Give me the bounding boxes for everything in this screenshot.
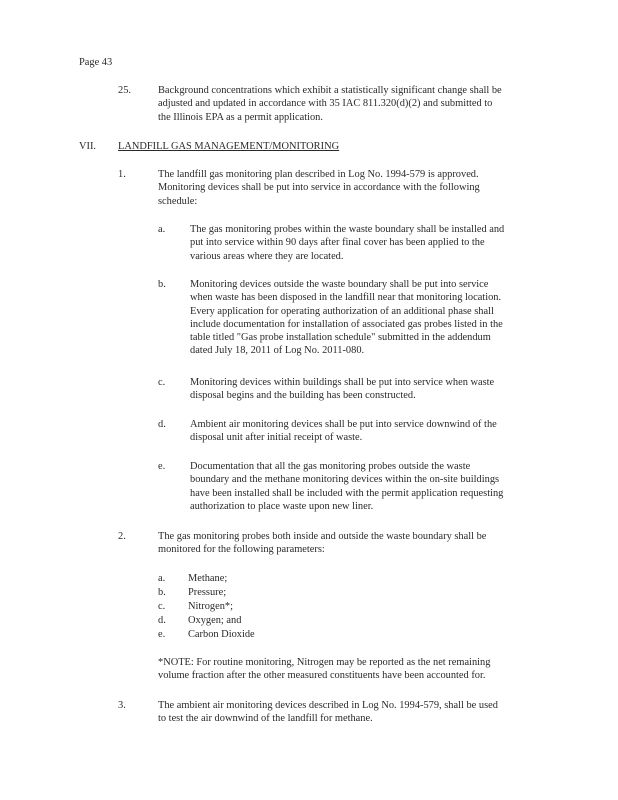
parameter-name: Nitrogen*; xyxy=(188,601,234,612)
item-1d-letter: d. xyxy=(158,419,166,430)
page-number: Page 43 xyxy=(79,57,113,68)
parameter-letter: a. xyxy=(158,573,166,584)
item-1a-letter: a. xyxy=(158,224,166,235)
item-3-number: 3. xyxy=(118,700,126,711)
item-1c-text: Monitoring devices within buildings shall be put into service when waste disposal begins and the building has been constructed. xyxy=(190,377,495,402)
parameter-letter: e. xyxy=(158,629,166,640)
item-1b-text: Monitoring devices outside the waste boundary shall be put into service when waste has been disposed in the landfill near that monitoring location. Every application for operating authorization of an additional phase shall include documentation for installation of associated gas probes listed in the table titled "Gas probe installation schedule" submitted in the addendum dated July 18, 2011 of Log No. 2011-080. xyxy=(190,279,503,357)
parameter-letter: b. xyxy=(158,587,166,598)
item-2-text: The gas monitoring probes both inside and outside the waste boundary shall be monitored for the following parameters: xyxy=(158,531,487,556)
section-vii-number: VII. xyxy=(79,141,97,152)
item-1-number: 1. xyxy=(118,169,126,180)
item-1a-text: The gas monitoring probes within the waste boundary shall be installed and put into service within 90 days after final cover has been applied to the various areas where they are located. xyxy=(190,224,505,262)
item-25-number: 25. xyxy=(118,85,131,96)
item-3-text: The ambient air monitoring devices described in Log No. 1994-579, shall be used to test the air downwind of the landfill for methane. xyxy=(158,700,498,725)
item-1-text: The landfill gas monitoring plan described in Log No. 1994-579 is approved. Monitoring devices shall be put into service in accordance with the following schedule: xyxy=(158,169,480,207)
parameter-letter: c. xyxy=(158,601,166,612)
item-1d-text: Ambient air monitoring devices shall be put into service downwind of the disposal unit after initial receipt of waste. xyxy=(190,419,497,444)
item-1e-letter: e. xyxy=(158,461,166,472)
item-25-text: Background concentrations which exhibit a statistically significant change shall be adjusted and updated in accordance with 35 IAC 811.320(d)(2) and submitted to the Illinois EPA as a permit application. xyxy=(158,85,502,123)
item-1c-letter: c. xyxy=(158,377,166,388)
nitrogen-note: *NOTE: For routine monitoring, Nitrogen may be reported as the net remaining volume fraction after the other measured constituents have been accounted for. xyxy=(158,657,491,682)
parameter-name: Pressure; xyxy=(188,587,227,598)
item-2-number: 2. xyxy=(118,531,126,542)
parameter-name: Methane; xyxy=(188,573,228,584)
parameter-name: Oxygen; and xyxy=(188,615,242,626)
section-vii-heading: LANDFILL GAS MANAGEMENT/MONITORING xyxy=(118,141,340,152)
parameter-name: Carbon Dioxide xyxy=(188,629,255,640)
item-1e-text: Documentation that all the gas monitoring probes outside the waste boundary and the methane monitoring devices within the on-site buildings have been installed shall be included with the permit application requesting authorization to place waste upon new liner. xyxy=(190,461,504,512)
item-1b-letter: b. xyxy=(158,279,166,290)
parameter-letter: d. xyxy=(158,615,166,626)
